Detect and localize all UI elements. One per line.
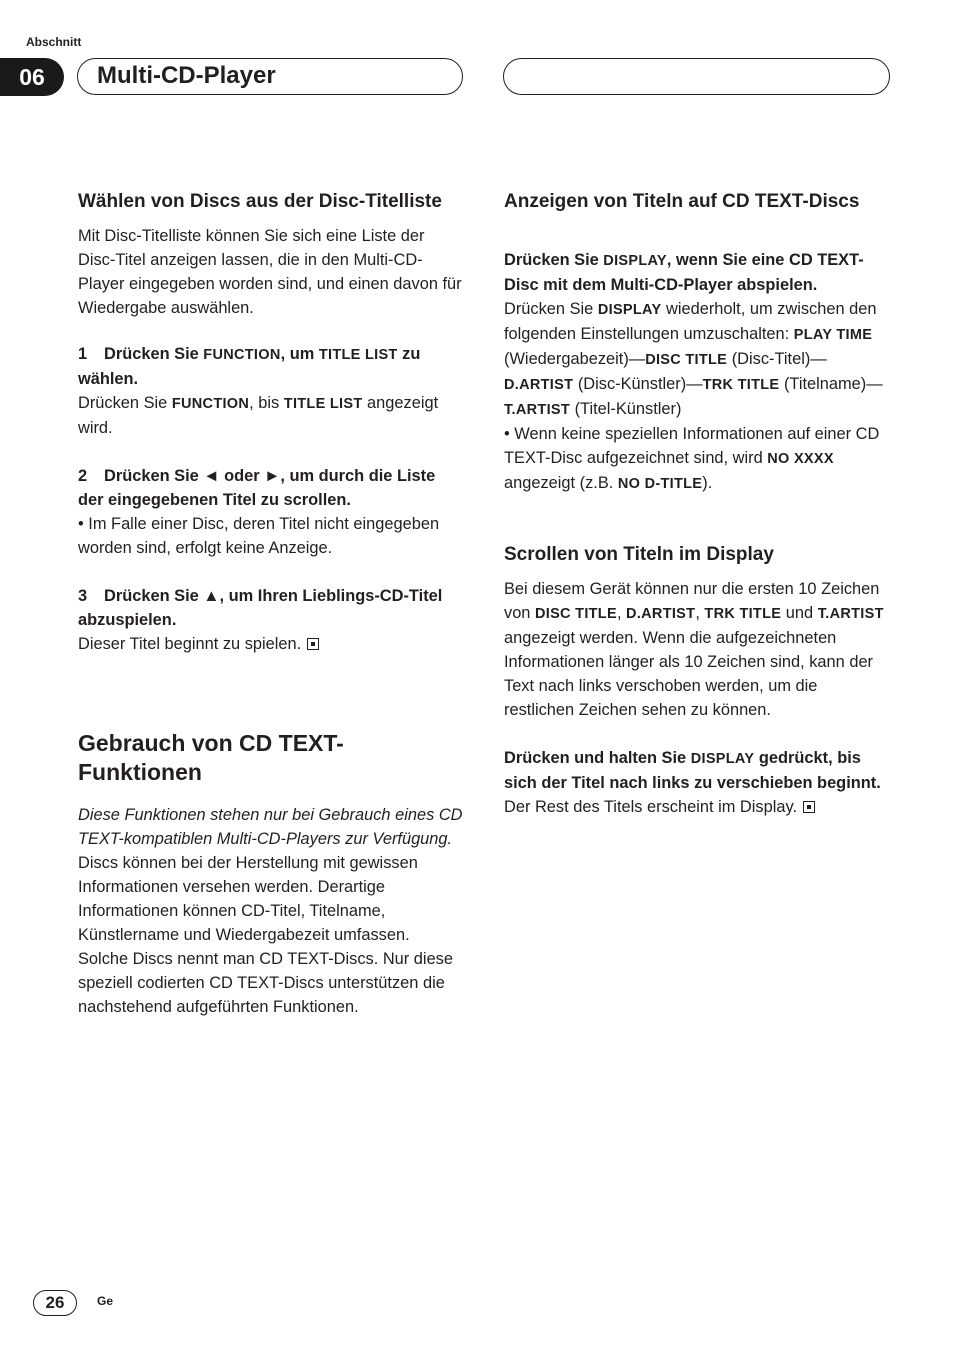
step-number: 3 [78,587,88,605]
paragraph-availability-note: Diese Funktionen stehen nur bei Gebrauch eines CD TEXT-kompatiblen Multi-CD-Players zur Verfügung. [78,806,463,848]
step-number: 2 [78,467,88,485]
mode-d-artist: D.ARTIST [504,377,574,393]
end-mark-icon [803,801,815,813]
mode-t-artist: T.ARTIST [504,402,571,418]
section-heading-scrolling: Scrollen von Titeln im Display [504,544,774,565]
text: (Disc-Titel)— [731,350,827,368]
key-display: DISPLAY [690,751,755,767]
instruction-display [504,248,890,297]
text: Der Rest des Titels erscheint im Display. [504,798,797,816]
key-title-list: TITLE LIST [283,396,363,412]
mode-trk-title: TRK TITLE [704,606,782,622]
step-3-body [78,632,464,656]
step-number: 1 [78,345,88,363]
text: Drücken Sie [104,345,204,363]
text: Drücken Sie [104,587,204,605]
end-mark-icon [307,638,319,650]
paragraph-intro: Mit Disc-Titelliste können Sie sich eine Liste der Disc-Titel anzeigen lassen, die in den Multi-CD-Player eingegeben worden sind, und einen davon für Wiedergabe auswählen. [78,227,462,317]
key-display: DISPLAY [603,253,667,269]
text: (Wiedergabezeit)— [504,350,646,368]
note-no-info [504,422,890,496]
paragraph-cd-text-info: Discs können bei der Herstellung mit gewissen Informationen versehen werden. Derartige Informationen können CD-Titel, Titelname, Künstlername und Wiedergabezeit umfassen. Solche Discs nennt man CD TEXT-Discs. Nur diese speziell codierten CD TEXT-Discs unterstützen die nachstehend aufgeführten Funktionen. [78,854,453,1016]
mode-trk-title: TRK TITLE [702,377,780,393]
display-no-xxxx: NO XXXX [767,451,834,467]
text: und [781,604,818,622]
text: Drücken Sie [104,467,204,485]
text: oder [219,467,265,485]
chapter-number-badge: 06 [0,58,64,96]
text: , um [280,345,319,363]
display-no-d-title: NO D-TITLE [617,476,703,492]
text: , [695,604,705,622]
text: Dieser Titel beginnt zu spielen. [78,635,302,653]
paragraph-display-modes [504,297,890,422]
key-function: FUNCTION [203,347,281,363]
step-2-note: • Im Falle einer Disc, deren Titel nicht eingegeben worden sind, erfolgt keine Anzeige. [78,515,440,557]
text: Bei diesem Gerät können nur die ersten 10 Zeichen von [504,580,880,622]
right-arrow-icon: ► [264,467,281,485]
text: , [616,604,627,622]
text: , wenn Sie eine CD TEXT-Disc mit dem Multi-CD-Player abspielen. [504,251,864,294]
text: Drücken Sie [504,300,598,318]
text: wiederholt, um zwischen den folgenden Einstellungen umzuschalten: [504,300,877,343]
page-number: 26 [33,1290,77,1316]
text: , um durch die Liste der eingegebenen Titel zu scrollen. [78,467,436,509]
text: angezeigt (z.B. [504,474,618,492]
text: angezeigt werden. Wenn die aufgezeichneten Informationen länger als 10 Zeichen sind, kann der Text nach links verschoben werden, um die restlichen Zeichen sehen zu können. [504,629,874,719]
mode-d-artist: D.ARTIST [626,606,696,622]
text: zu wählen. [78,345,421,388]
text: ). [702,474,713,492]
empty-title-frame [503,58,890,95]
left-column [78,189,464,1019]
text: Drücken Sie [78,394,172,412]
text: gedrückt, bis sich der Titel nach links zu verschieben beginnt. [504,749,881,792]
text: Drücken und halten Sie [504,749,691,767]
key-display: DISPLAY [597,302,662,318]
step-1-instruction [78,342,464,391]
text: (Titelname)— [779,375,883,393]
section-heading-display-titles: Anzeigen von Titeln auf CD TEXT-Discs [504,191,860,212]
key-function: FUNCTION [171,396,250,412]
text: • Wenn keine speziellen Informationen auf einer CD TEXT-Disc aufgezeichnet sind, wird [504,425,880,467]
text: , bis [249,394,284,412]
text: (Disc-Künstler)— [573,375,703,393]
mode-disc-title: DISC TITLE [645,352,728,368]
instruction-scroll [504,746,890,795]
scroll-result [504,795,890,819]
mode-play-time: PLAY TIME [793,327,873,343]
paragraph-scrolling-info [504,577,890,722]
step-3-instruction [78,584,464,632]
step-2-instruction [78,464,464,512]
mode-t-artist: T.ARTIST [817,606,884,622]
left-arrow-icon: ◄ [203,467,220,485]
up-arrow-icon: ▲ [203,587,220,605]
mode-disc-title: DISC TITLE [534,606,617,622]
section-heading-disc-title-list: Wählen von Discs aus der Disc-Titelliste [78,191,442,212]
section-heading-cd-text: Gebrauch von CD TEXT-Funktionen [78,730,344,785]
key-title-list: TITLE LIST [318,347,398,363]
text: (Titel-Künstler) [570,400,682,418]
text: , um Ihren Lieblings-CD-Titel abzuspielen. [78,587,443,629]
right-column [504,189,890,819]
text: angezeigt wird. [78,394,439,437]
chapter-title: Multi-CD-Player [97,62,276,89]
text: Drücken Sie [504,251,604,269]
language-code: Ge [97,1294,114,1308]
step-1-body [78,391,464,440]
section-label: Abschnitt [26,35,82,49]
